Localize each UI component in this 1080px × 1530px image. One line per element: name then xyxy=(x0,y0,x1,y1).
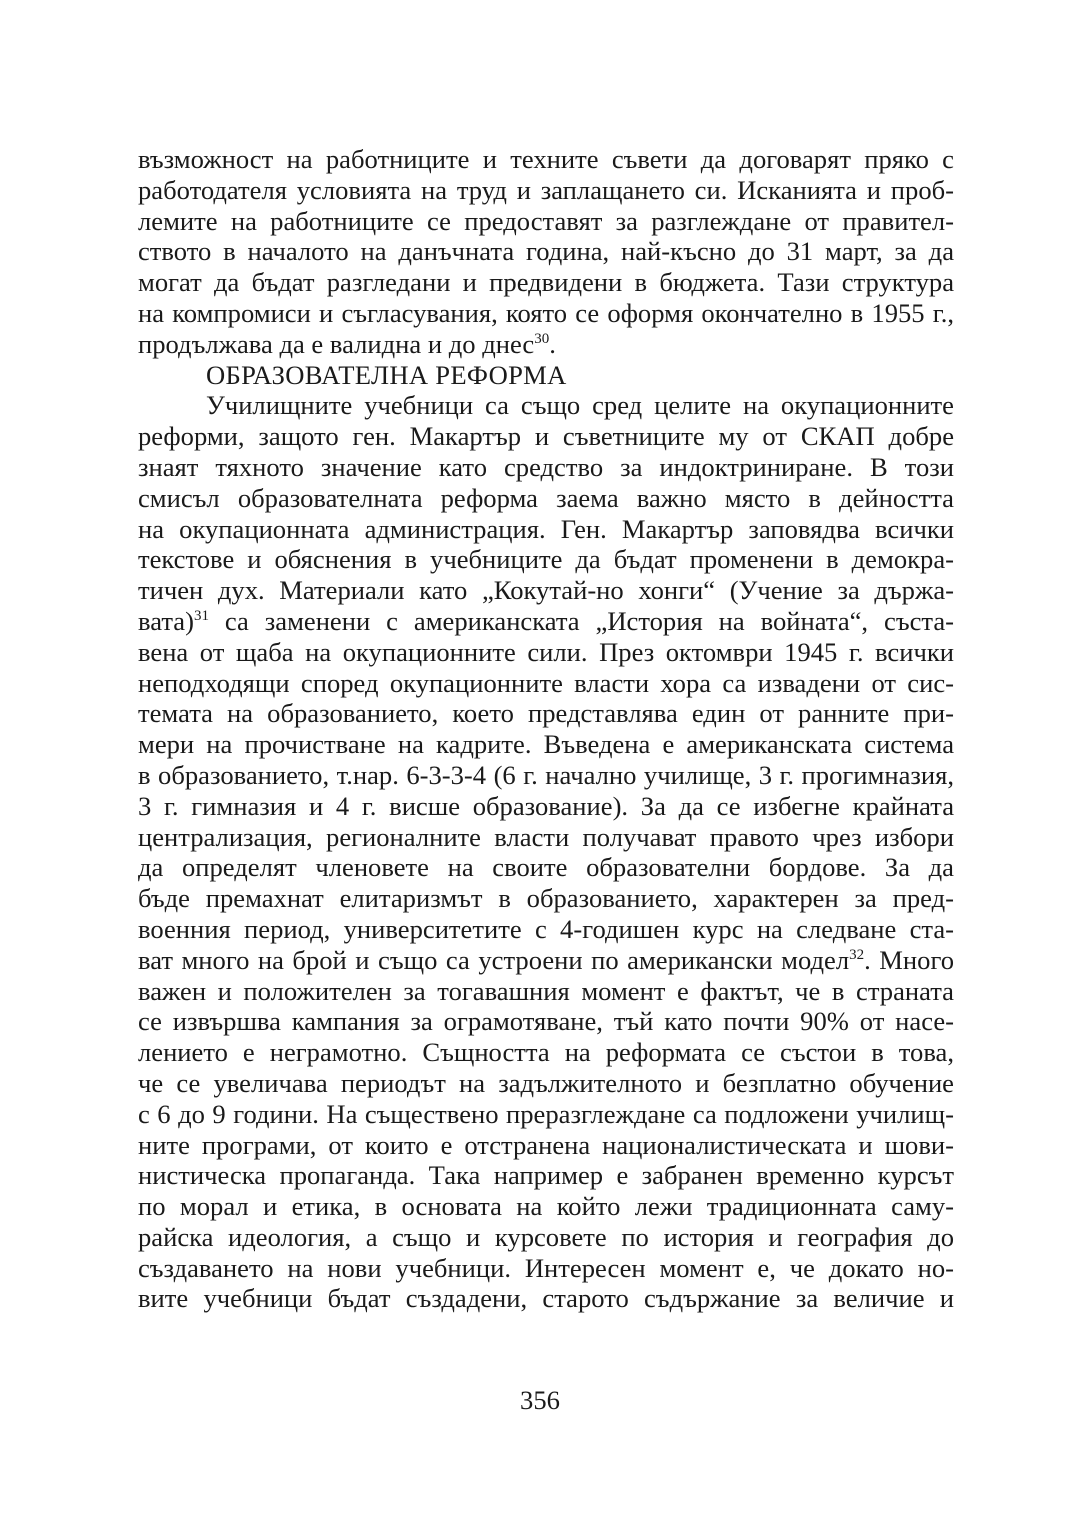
text-line: важен и положителен за тогавашния момент е фактът, че в страната xyxy=(138,975,954,1006)
text-line: ството в началото на данъчната година, най-късно до 31 март, за да xyxy=(138,236,954,267)
section-heading: ОБРАЗОВАТЕЛНА РЕФОРМА xyxy=(206,359,567,390)
text-line: тичен дух. Материали като „Кокутай-но хонги“ (Учение за държа- xyxy=(138,575,954,606)
text-line: вите учебници бъдат създадени, старото съдържание за величие и xyxy=(138,1283,954,1314)
text-fragment: . Много xyxy=(864,944,954,975)
text-line: могат да бъдат разгледани и предвидени в бюджета. Тази структура xyxy=(138,267,954,298)
text-line: 3 г. гимназия и 4 г. висше образование). За да се избегне крайната xyxy=(138,790,954,821)
text-line: лението е неграмотно. Същността на реформата се състои в това, xyxy=(138,1037,954,1068)
text-fragment: са заменени с американската „История на войната“, съста- xyxy=(208,605,954,636)
text-line xyxy=(138,945,954,976)
text-fragment: продължава да е валидна и до днес xyxy=(138,328,535,359)
text-line: възможност на работниците и техните съвети да договарят пряко с xyxy=(138,144,954,174)
text-line: се извършва кампания за ограмотяване, тъй като почти 90% от насе- xyxy=(138,1006,954,1037)
text-line: мери на прочистване на кадрите. Въведена е американската система xyxy=(138,729,954,760)
page-number: 356 xyxy=(520,1385,560,1415)
text-line: неподходящи според окупационните власти хора са извадени от сис- xyxy=(138,667,954,698)
text-line: темата на образованието, което представлява един от ранните при- xyxy=(138,698,954,729)
text-line: лемите на работниците се предоставят за разглеждане от правител- xyxy=(138,205,954,236)
text-line: ните програми, от които е отстранена националистическата и шови- xyxy=(138,1129,954,1160)
text-line: райска идеология, а също и курсовете по история и география до xyxy=(138,1221,954,1252)
text-line: че се увеличава периодът на задължителното и безплатно обучение xyxy=(138,1067,954,1098)
text-line: текстове и обяснения в учебниците да бъдат променени в демокра- xyxy=(138,544,954,575)
text-line: на компромиси и съгласувания, която се оформя окончателно в 1955 г., xyxy=(138,297,954,328)
text-fragment: ват много на брой и също са устроени по американски модел xyxy=(138,944,850,975)
text-line: бъде премахнат елитаризмът в образованието, характерен за пред- xyxy=(138,883,954,914)
text-line: военния период, университетите с 4-годишен курс на следване ста- xyxy=(138,913,954,944)
body-text xyxy=(138,144,954,1314)
text-fragment: вата) xyxy=(138,605,194,636)
text-line: реформи, защото ген. Макартър и съветниците му от СКАП добре xyxy=(138,421,954,452)
footnote-ref: 32 xyxy=(849,946,865,963)
text-line: на окупационната администрация. Ген. Макартър заповядва всички xyxy=(138,513,954,544)
text-line: да определят членовете на своите образователни бордове. За да xyxy=(138,852,954,883)
footnote-ref: 30 xyxy=(534,330,550,347)
footnote-ref: 31 xyxy=(193,607,209,624)
text-line: създаването на нови учебници. Интересен момент е, че докато но- xyxy=(138,1252,954,1283)
text-line: смисъл образователната реформа заема важно място в дейността xyxy=(138,482,954,513)
text-line xyxy=(138,329,954,360)
text-line: с 6 до 9 години. На съществено преразглеждане са подложени училищ- xyxy=(138,1098,954,1129)
text-fragment: . xyxy=(549,328,556,359)
text-line xyxy=(138,606,954,637)
text-line: знаят тяхното значение като средство за индоктриниране. В този xyxy=(138,451,954,482)
text-line: централизация, регионалните власти получават правото чрез избори xyxy=(138,821,954,852)
text-line: работодателя условията на труд и заплащането си. Исканията и проб- xyxy=(138,174,954,205)
text-line: нистическа пропаганда. Така например е забранен временно курсът xyxy=(138,1160,954,1191)
text-line: Училищните учебници са също сред целите на окупационните xyxy=(206,390,954,421)
text-line: в образованието, т.нар. 6-3-3-4 (6 г. начално училище, 3 г. прогимназия, xyxy=(138,759,954,790)
text-line: по морал и етика, в основата на който лежи традиционната саму- xyxy=(138,1191,954,1222)
text-line: вена от щаба на окупационните сили. През октомври 1945 г. всички xyxy=(138,636,954,667)
